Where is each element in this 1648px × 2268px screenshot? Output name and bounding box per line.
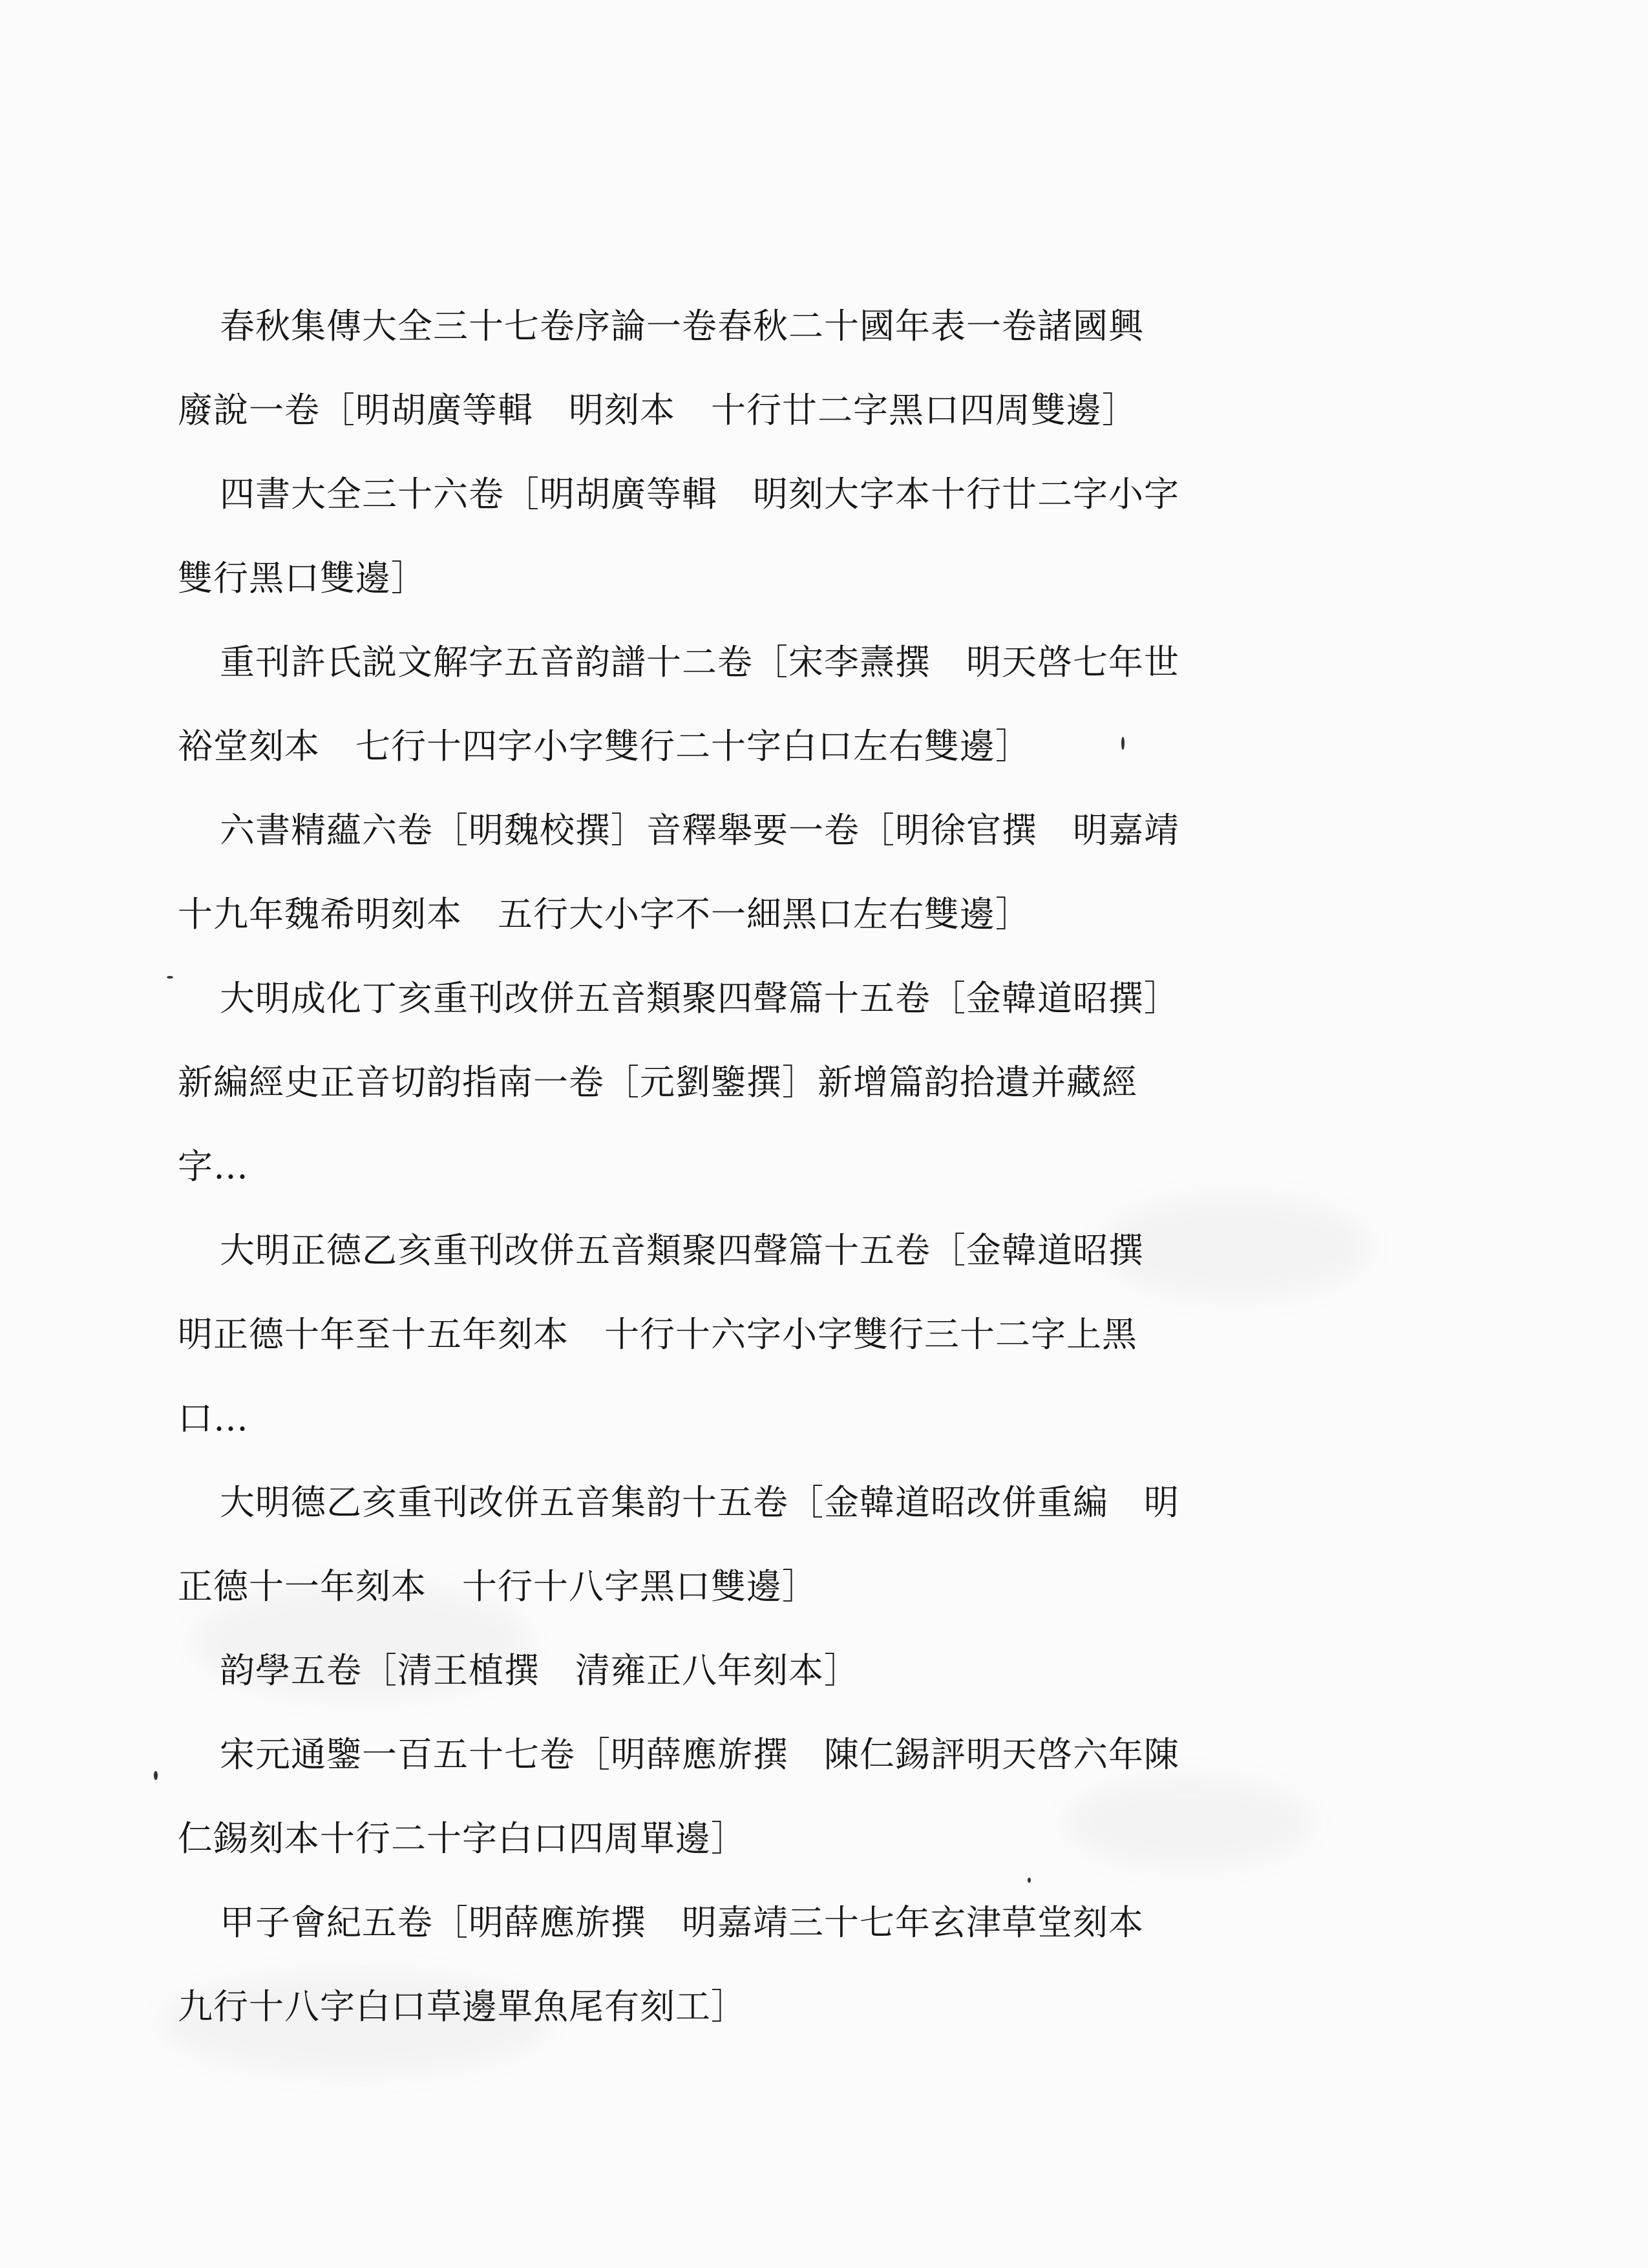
entry-line: 裕堂刻本 七行十四字小字雙行二十字白口左右雙邊］ [178,726,1031,767]
entry-line: 十九年魏希明刻本 五行大小字不一細黑口左右雙邊］ [178,894,1031,935]
catalog-entries [178,284,1251,2049]
entry-line: 廢說一卷［明胡廣等輯 明刻本 十行廿二字黑口四周雙邊］ [178,390,1137,430]
entry-line: 大明成化丁亥重刊改併五音類聚四聲篇十五卷［金韓道昭撰］ [220,978,1179,1019]
entry-line: 九行十八字白口草邊單魚尾有刻工］ [178,1986,746,2027]
entry-line: 仁錫刻本十行二十字白口四周單邊］ [178,1818,746,1859]
entry-line: 正德十一年刻本 十行十八字黑口雙邊］ [178,1566,818,1607]
entry-line: 四書大全三十六卷［明胡廣等輯 明刻大字本十行廿二字小字 [220,474,1179,514]
entry-line: 春秋集傳大全三十七卷序論一卷春秋二十國年表一卷諸國興 [220,306,1144,346]
entry-line: 重刊許氏説文解字五音韵譜十二卷［宋李燾撰 明天啓七年世 [220,642,1179,683]
entry-line: 六書精蘊六卷［明魏校撰］音釋舉要一卷［明徐官撰 明嘉靖 [220,810,1179,851]
catalog-entry [178,284,1251,452]
catalog-entry [178,1881,1251,2049]
catalog-entry [178,1209,1251,1461]
entry-line: 韵學五卷［清王植撰 清雍正八年刻本］ [220,1650,860,1691]
scan-speck [154,1771,158,1780]
entry-line: 明正德十年至十五年刻本 十行十六字小字雙行三十二字上黑 [178,1314,1137,1355]
catalog-entry [178,620,1251,789]
catalog-entry [178,1461,1251,1629]
catalog-entry [178,452,1251,620]
entry-line: 大明正德乙亥重刊改併五音類聚四聲篇十五卷［金韓道昭撰 [220,1230,1144,1271]
entry-line: 甲子會紀五卷［明薛應旂撰 明嘉靖三十七年玄津草堂刻本 [220,1902,1144,1943]
catalog-entry [178,957,1251,1209]
entry-line: 新編經史正音切韵指南一卷［元劉鑒撰］新增篇韵拾遺并藏經 [178,1062,1137,1103]
entry-line: 宋元通鑒一百五十七卷［明薛應旂撰 陳仁錫評明天啓六年陳 [220,1734,1179,1775]
catalog-entry [178,1713,1251,1881]
entry-line: 雙行黑口雙邊］ [178,558,427,599]
entry-line: 大明德乙亥重刊改併五音集韵十五卷［金韓道昭改併重編 明 [220,1482,1179,1523]
catalog-entry [178,789,1251,957]
scan-speck [167,976,173,979]
entry-line: 口… [178,1398,249,1439]
entry-line: 字… [178,1146,249,1187]
catalog-entry [178,1629,1251,1713]
